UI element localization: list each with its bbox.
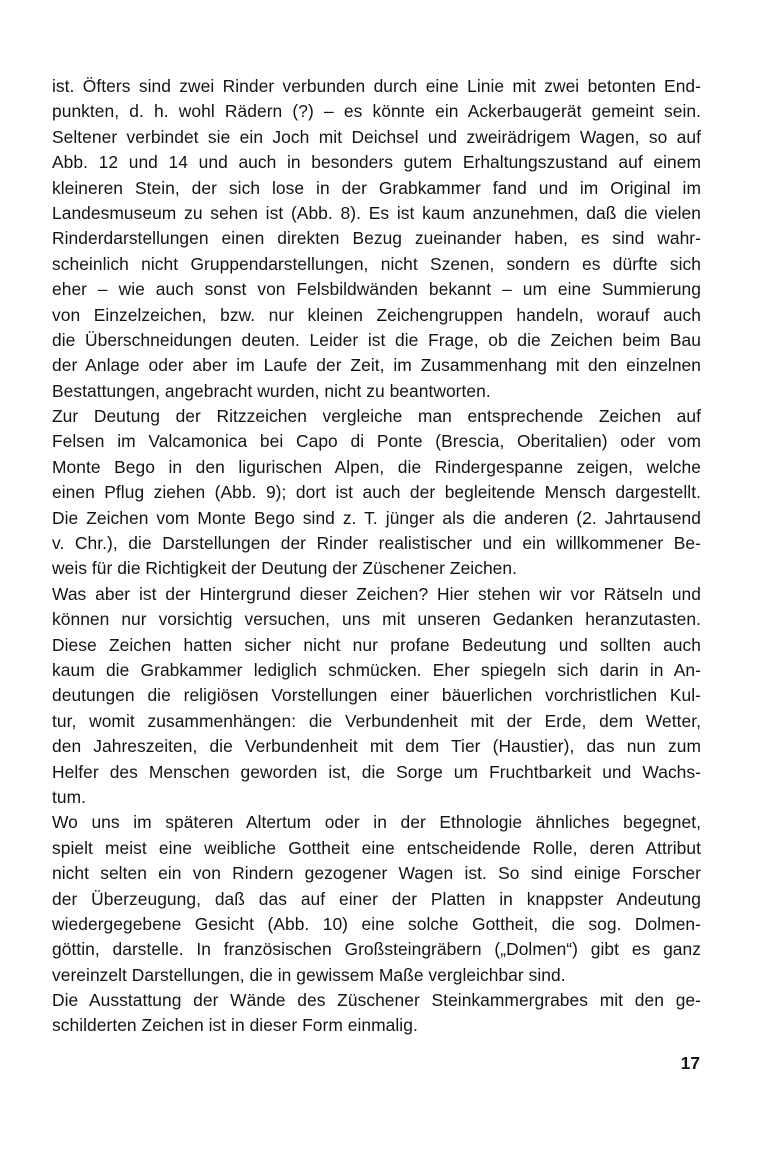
text-line: Helfer des Menschen geworden ist, die Sorge um Fruchtbarkeit und Wachs- (52, 761, 701, 782)
text-line: Landesmuseum zu sehen ist (Abb. 8). Es ist kaum anzunehmen, daß die vielen (52, 202, 701, 223)
text-line: Monte Bego in den ligurischen Alpen, die Rindergespanne zeigen, welche (52, 456, 701, 477)
text-line: tur, womit zusammenhängen: die Verbundenheit mit der Erde, dem Wetter, (52, 710, 701, 731)
text-line: Seltener verbindet sie ein Joch mit Deichsel und zweirädrigem Wagen, so auf (52, 126, 701, 147)
text-line: vereinzelt Darstellungen, die in gewissem Maße vergleichbar sind. (52, 964, 566, 985)
text-line: den Jahreszeiten, die Verbundenheit mit dem Tier (Haustier), das nun zum (52, 736, 701, 757)
text-line: der Überzeugung, daß das auf einer der Platten in knappster Andeutung (52, 888, 701, 909)
text-line: nicht selten ein von Rindern gezogener Wagen ist. So sind einige Forscher (52, 863, 701, 884)
paragraph (52, 988, 701, 1039)
paragraph (52, 582, 701, 811)
text-line: Rinderdarstellungen einen direkten Bezug zueinander haben, es sind wahr- (52, 228, 701, 249)
text-line: der Anlage oder aber im Laufe der Zeit, im Zusammenhang mit den einzelnen (52, 355, 701, 376)
text-line: können nur vorsichtig versuchen, uns mit unseren Gedanken heranzutasten. (52, 609, 701, 630)
text-line: schilderten Zeichen ist in dieser Form einmalig. (52, 1015, 418, 1036)
text-line: deutungen die religiösen Vorstellungen einer bäuerlichen vorchristlichen Kul- (52, 685, 701, 706)
text-line: tum. (52, 786, 87, 807)
text-line: Die Zeichen vom Monte Bego sind z. T. jünger als die anderen (2. Jahrtausend (52, 507, 701, 528)
text-line: ist. Öfters sind zwei Rinder verbunden durch eine Linie mit zwei betonten End- (52, 76, 701, 96)
body-text (52, 74, 701, 1039)
text-line: weis für die Richtigkeit der Deutung der Züschener Zeichen. (52, 558, 517, 579)
page-number: 17 (680, 1053, 700, 1073)
text-line: wiedergegebene Gesicht (Abb. 10) eine solche Gottheit, die sog. Dolmen- (52, 913, 701, 934)
text-line: Bestattungen, angebracht wurden, nicht zu beantworten. (52, 380, 491, 401)
paragraph (52, 404, 701, 582)
text-line: die Überschneidungen deuten. Leider ist die Frage, ob die Zeichen beim Bau (52, 329, 701, 350)
text-line: eher – wie auch sonst von Felsbildwänden bekannt – um eine Summierung (52, 279, 701, 300)
text-line: Abb. 12 und 14 und auch in besonders gutem Erhaltungszustand auf einem (52, 152, 701, 173)
text-line: Wo uns im späteren Altertum oder in der Ethnologie ähnliches begegnet, (52, 812, 701, 833)
text-line: Die Ausstattung der Wände des Züschener Steinkammergrabes mit den ge- (52, 990, 701, 1011)
text-line: einen Pflug ziehen (Abb. 9); dort ist auch der begleitende Mensch dargestellt. (52, 482, 701, 503)
paragraph (52, 74, 701, 404)
text-line: von Einzelzeichen, bzw. nur kleinen Zeichengruppen handeln, worauf auch (52, 304, 701, 325)
text-line: spielt meist eine weibliche Gottheit eine entscheidende Rolle, deren Attribut (52, 837, 701, 858)
text-line: v. Chr.), die Darstellungen der Rinder realistischer und ein willkommener Be- (52, 533, 701, 554)
text-line: punkten, d. h. wohl Rädern (?) – es könnte ein Ackerbaugerät gemeint sein. (52, 101, 701, 122)
text-line: göttin, darstelle. In französischen Großsteingräbern („Dolmen“) gibt es ganz (52, 939, 701, 960)
text-line: kaum die Grabkammer lediglich schmücken. Eher spiegeln sich darin in An- (52, 659, 701, 680)
text-line: Felsen im Valcamonica bei Capo di Ponte (Brescia, Oberitalien) oder vom (52, 431, 701, 452)
text-line: scheinlich nicht Gruppendarstellungen, nicht Szenen, sondern es dürfte sich (52, 253, 701, 274)
text-line: Zur Deutung der Ritzzeichen vergleiche man entsprechende Zeichen auf (52, 406, 701, 427)
text-line: Was aber ist der Hintergrund dieser Zeichen? Hier stehen wir vor Rätseln und (52, 583, 701, 604)
paragraph (52, 810, 701, 988)
text-line: kleineren Stein, der sich lose in der Grabkammer fand und im Original im (52, 177, 701, 198)
text-line: Diese Zeichen hatten sicher nicht nur profane Bedeutung und sollten auch (52, 634, 701, 655)
